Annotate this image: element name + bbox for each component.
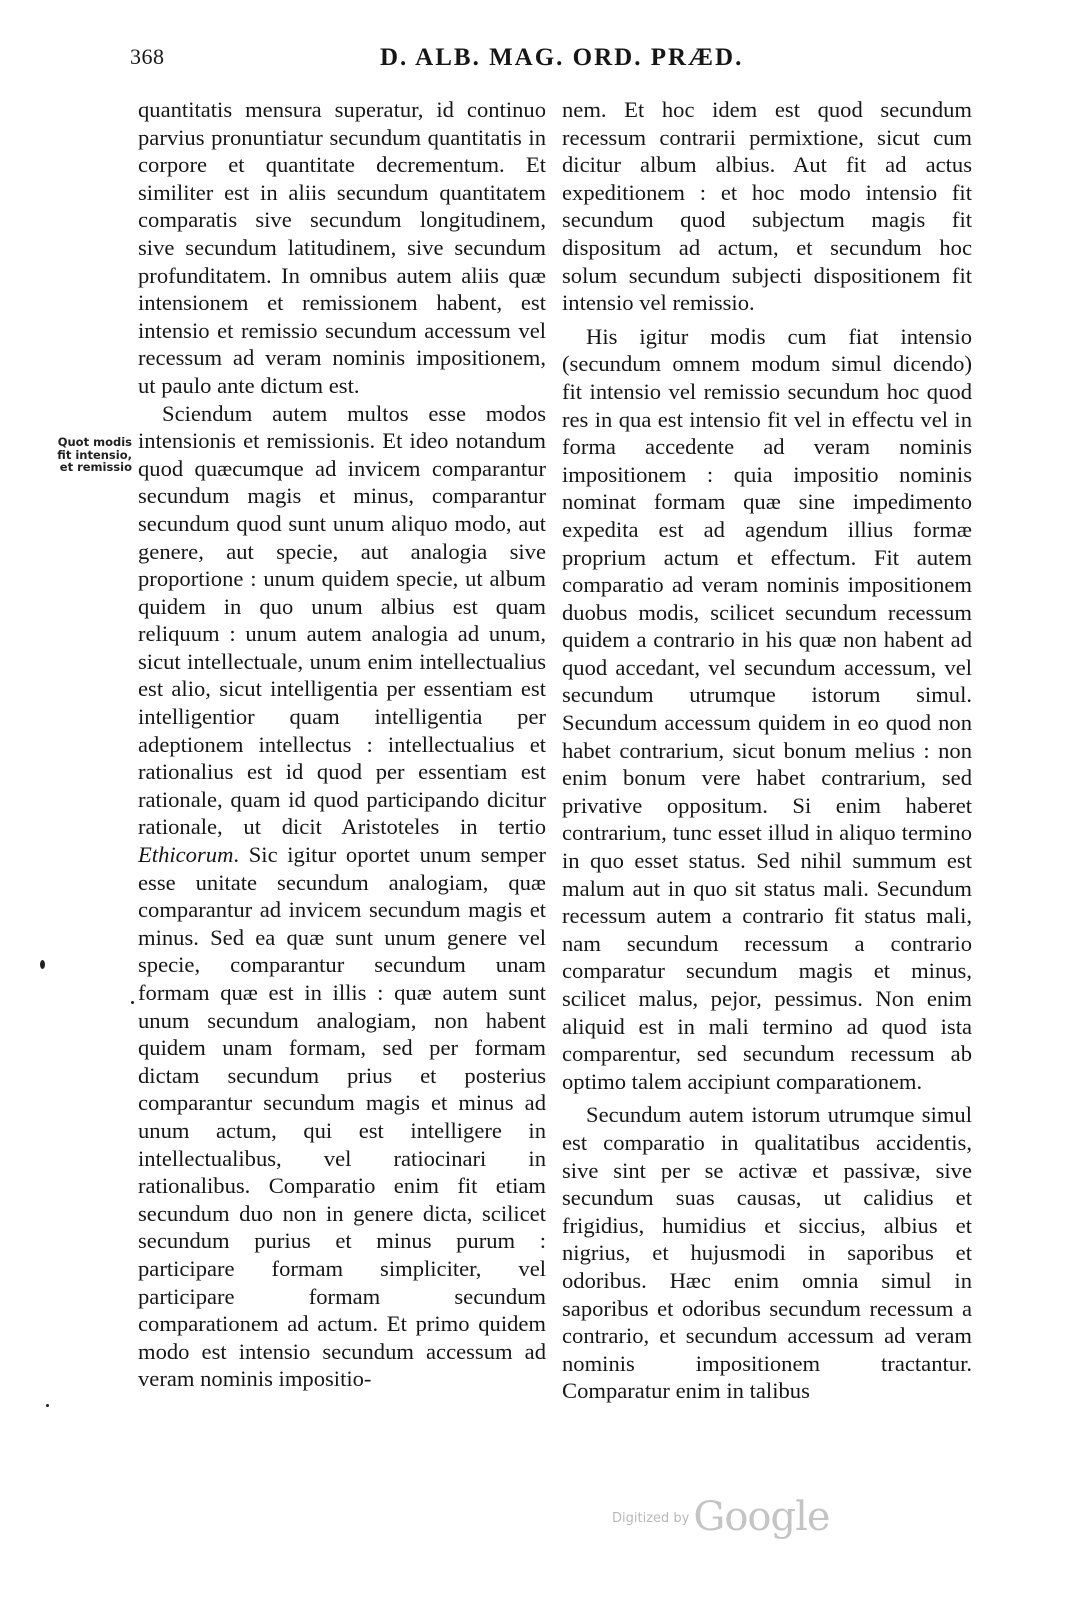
running-head: D. ALB. MAG. ORD. PRÆD. [380, 44, 744, 71]
paragraph: His igitur modis cum fiat intensio (secundum omnem modum simul dicendo) fit intensio vel remissio secundum hoc quod res in qua est intensio fit vel in effectu vel in forma accedente ad veram nominis impositionem : quia impositio nominis nominat formam quæ sine impedimento expedita est ad agendum illius formæ proprium actum et effectum. Fit autem comparatio ad veram nominis impositionem duobus modis, scilicet secundum recessum quidem a contrario in his quæ non habent ad quod accedant, vel secundum accessum, vel secundum utrumque istorum simul. Secundum accessum quidem in eo quod non habet contrarium, sicut bonum melius : non enim bonum vere habet contrarium, sed privative oppositum. Si enim haberet contrarium, tunc esset illud in aliquo termino in quo esset status. Sed nihil summum est malum aut in quo sit status mali. Secundum recessum autem a contrario fit status mali, nam secundum recessum a contrario comparatur secundum magis et minus, scilicet malus, pejor, pessimus. Non enim aliquid est in mali termino ad quod ista comparentur, sed secundum recessum ab optimo talem accipiunt comparationem. [562, 323, 972, 1094]
left-column [138, 96, 546, 1393]
paragraph-text: Sciendum autem multos esse modos intensionis et remissionis. Et ideo notandum quod quæcumque ad invicem comparantur secundum magis et minus, comparantur secundum quod sunt unum aliquo modo, aut genere, aut specie, aut analogia sive proportione : unum quidem specie, ut album quidem in quo unum albius est quam reliquum : unum autem analogia ad unum, sicut intellectuale, unum enim intellectualius est alio, sicut intelligentia per essentiam est intelligentior quam intelligentia per adeptionem intellectus : intellectualius et rationalius est id quod per essentiam est rationale, quam id quod participando dicitur rationale, ut dicit Aristoteles in tertio [138, 400, 546, 840]
marginal-note [46, 436, 132, 474]
paragraph [138, 400, 546, 1393]
page-header [130, 44, 990, 84]
watermark-prefix: Digitized by [612, 1511, 690, 1526]
right-column [562, 96, 972, 1405]
marginal-note-line: fit intensio, [57, 447, 132, 462]
ink-speck [40, 960, 45, 969]
marginal-note-line: et remissio [59, 460, 132, 474]
ink-speck [131, 1001, 134, 1004]
paragraph-text: . Sic igitur oportet unum semper esse unitate secundum analogiam, quæ comparantur ad invicem secundum magis et minus. Sed ea quæ sunt unum genere vel specie, comparantur secundum unam formam quæ est in illis : quæ autem sunt unum secundum analogiam, non habent quidem unam formam, sed per formam dictam secundum prius et posterius comparantur secundum magis et minus ad unum actum, qui est intelligere in intellectualibus, vel ratiocinari in rationalibus. Comparatio enim fit etiam secundum duo non in genere dicta, scilicet secundum purius et minus purum : participare formam simpliciter, vel participare formam secundum comparationem ad actum. Et primo quidem modo est intensio secundum accessum ad veram nominis impositio- [138, 842, 546, 1392]
paragraph: quantitatis mensura superatur, id continuo parvius pronuntiatur secundum quantitatis in corpore et quantitate decrementum. Et similiter est in aliis secundum quantitatem comparatis sive secundum longitudinem, sive secundum latitudinem, sive secundum profunditatem. In omnibus autem aliis quæ intensionem et remissionem habent, est intensio et remissio secundum accessum vel recessum ad veram nominis impositionem, ut paulo ante dictum est. [138, 97, 546, 398]
ink-speck [46, 1404, 49, 1407]
marginal-note-line: Quot modis [57, 435, 132, 449]
italic-title: Ethicorum [138, 842, 234, 868]
google-logo: Google [693, 1494, 830, 1540]
paragraph: nem. Et hoc idem est quod secundum recessum contrarii permixtione, sicut cum dicitur album albius. Aut fit ad actus expeditionem : et hoc modo intensio fit secundum quod subjectum magis fit dispositum ad actum, et secundum hoc solum secundum subjecti dispositionem fit intensio vel remissio. [562, 97, 972, 316]
page-number: 368 [130, 44, 165, 69]
paragraph: Secundum autem istorum utrumque simul est comparatio in qualitatibus accidentis, sive sint per se activæ et passivæ, sive secundum suas causas, ut calidius et frigidius, humidius et siccius, albius et nigrius, et hujusmodi in saporibus et odoribus. Hæc enim omnia simul in saporibus et odoribus secundum recessum a contrario, et secundum accessum ad veram nominis impositionem tractantur. Comparatur enim in talibus [562, 1102, 972, 1404]
digitized-watermark [612, 1494, 830, 1540]
